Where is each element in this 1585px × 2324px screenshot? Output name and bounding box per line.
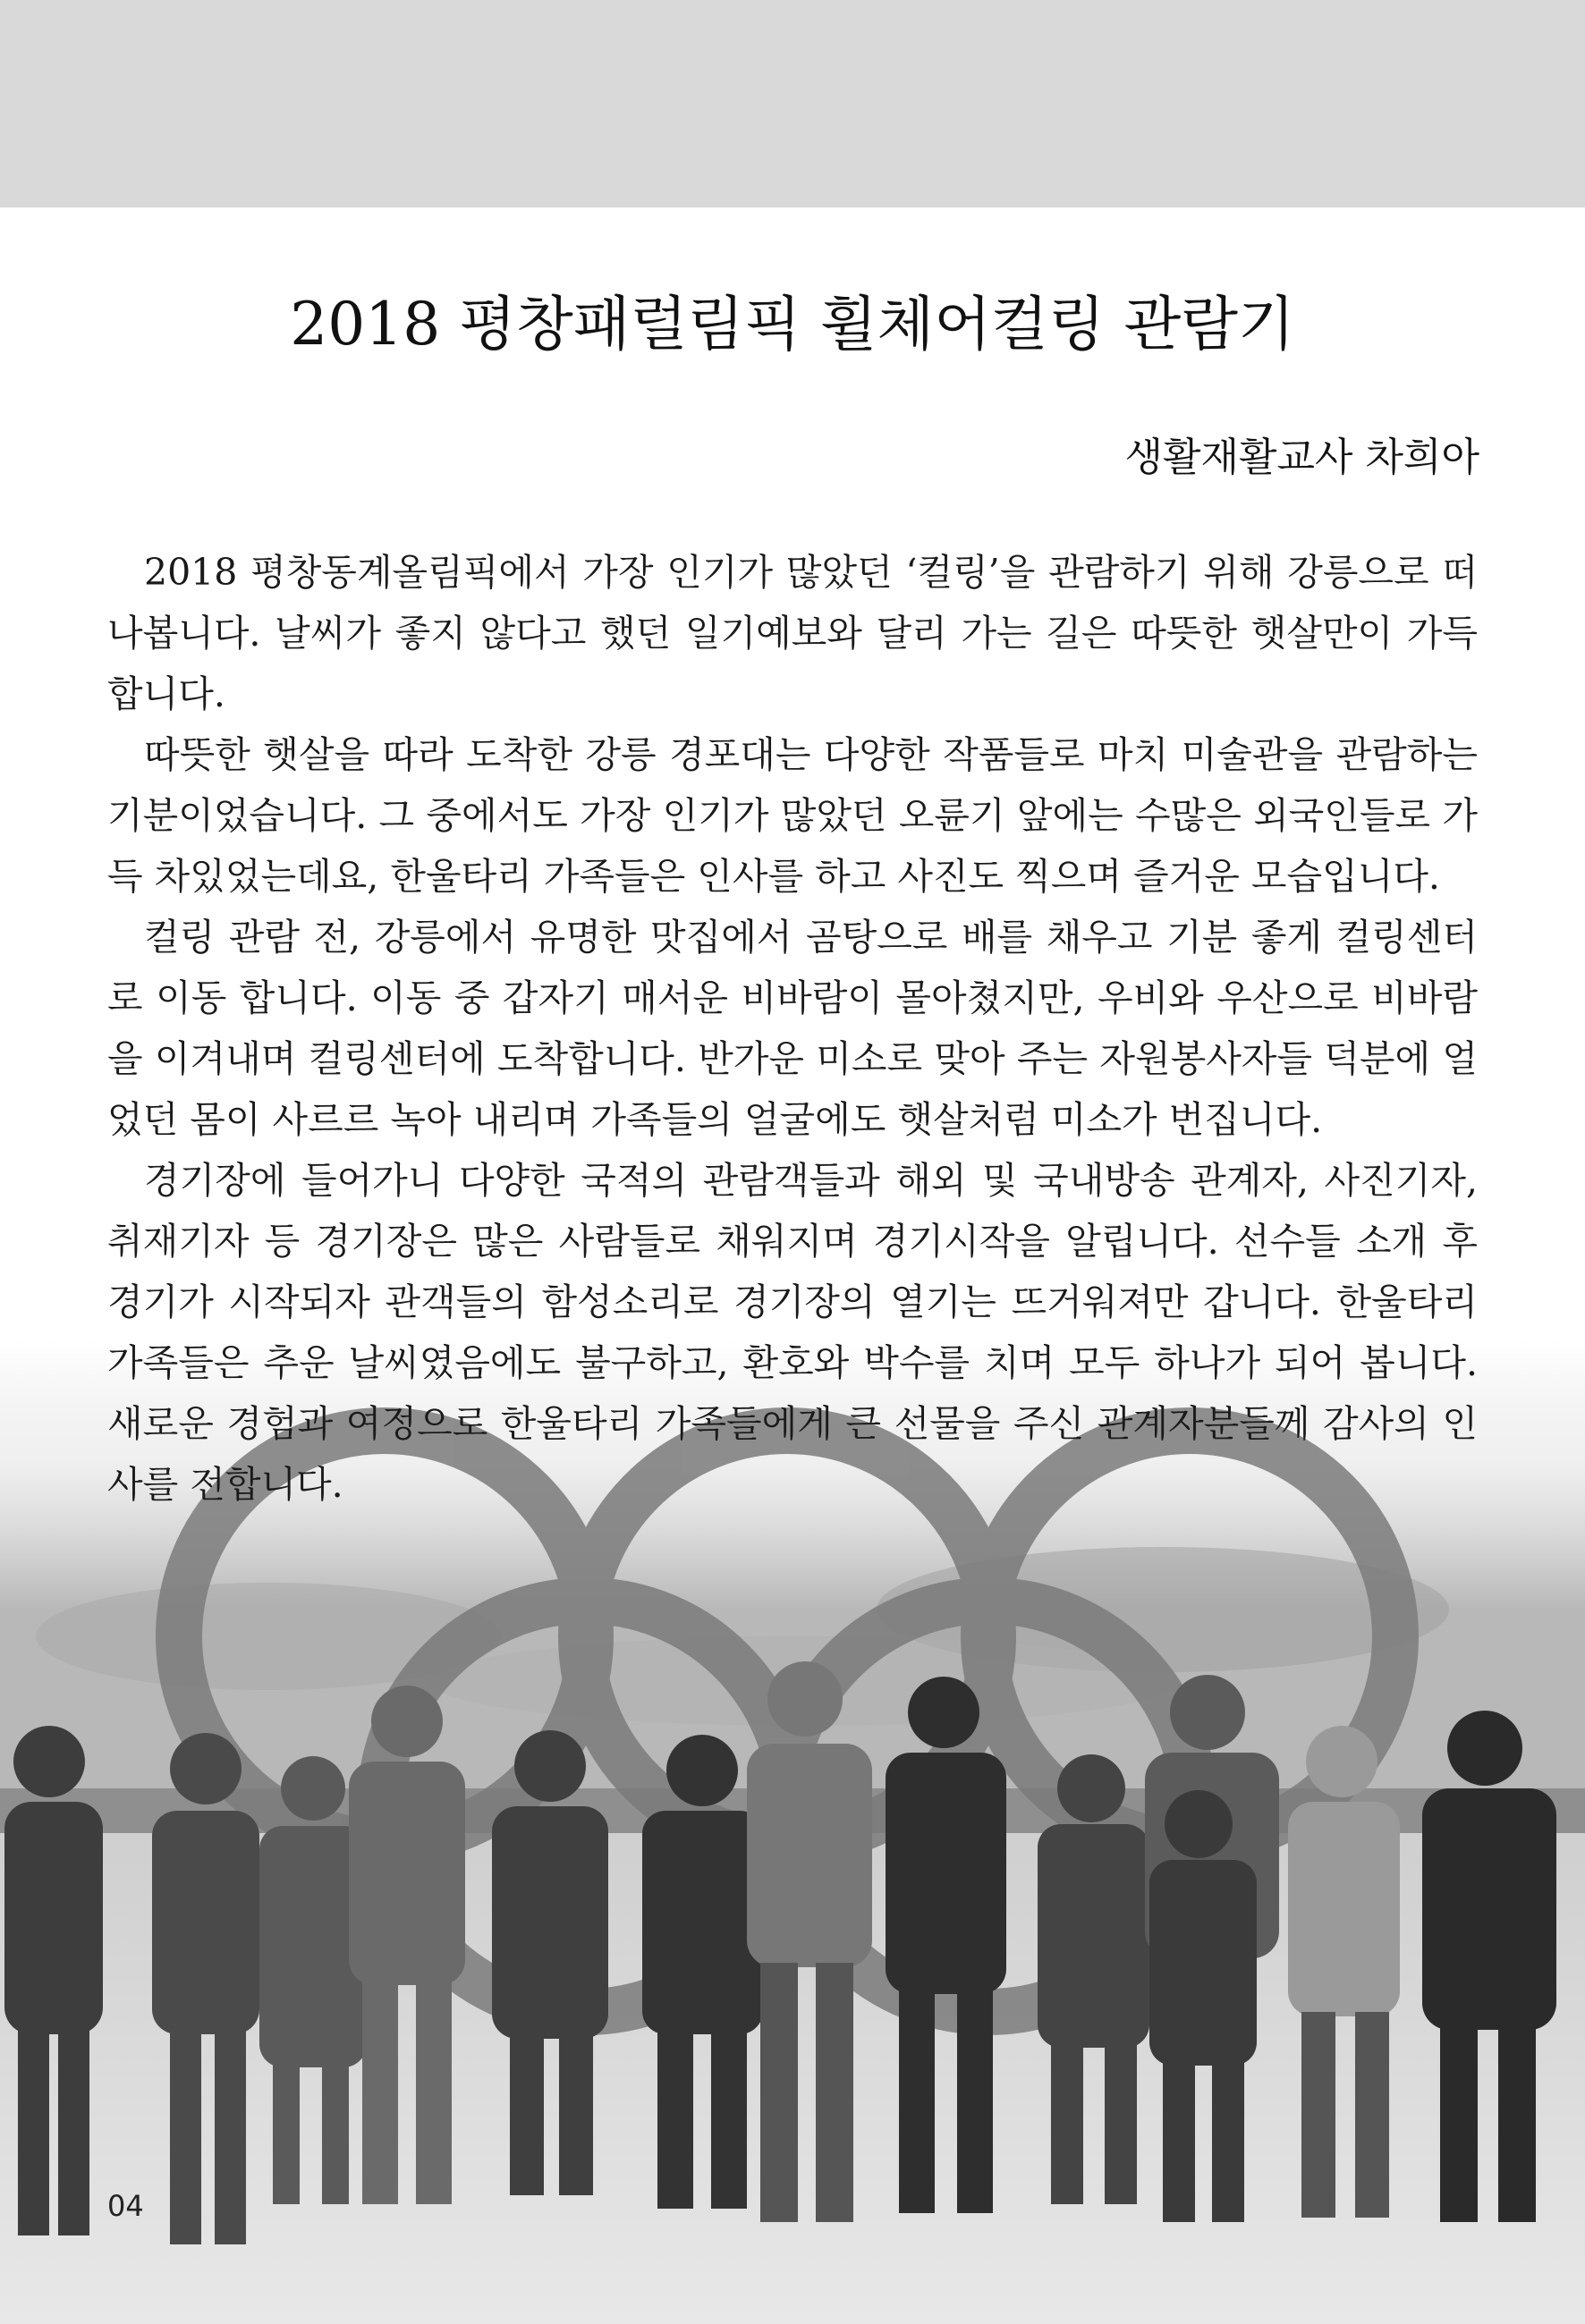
article-body: [107, 542, 1478, 1515]
paragraph: 따뜻한 햇살을 따라 도착한 강릉 경포대는 다양한 작품들로 마치 미술관을 관람하는 기분이었습니다. 그 중에서도 가장 인기가 많았던 오륜기 앞에는 수많은 외국인들로 가득 차있었는데요, 한울타리 가족들은 인사를 하고 사진도 찍으며 즐거운 모습입니다.: [107, 733, 1478, 898]
header-band: [0, 0, 1585, 207]
article-title: 2018 평창패럴림픽 휠체어컬링 관람기: [290, 290, 1295, 359]
paragraph: 2018 평창동계올림픽에서 가장 인기가 많았던 ‘컬링’을 관람하기 위해 강릉으로 떠나봅니다. 날씨가 좋지 않다고 했던 일기예보와 달리 가는 길은 따뜻한 햇살만이 가득합니다.: [107, 551, 1478, 715]
paragraph: 경기장에 들어가니 다양한 국적의 관람객들과 해외 및 국내방송 관계자, 사진기자, 취재기자 등 경기장은 많은 사람들로 채워지며 경기시작을 알립니다. 선수들 소개 후 경기가 시작되자 관객들의 함성소리로 경기장의 열기는 뜨거워져만 갑니다. 한울타리 가족들은 추운 날씨였음에도 불구하고, 환호와 박수를 치며 모두 하나가 되어 봅니다. 새로운 경험과 여정으로 한울타리 가족들에게 큰 선물을 주신 관계자분들께 감사의 인사를 전합니다.: [107, 1159, 1478, 1506]
article-author: 생활재활교사 차희아: [1124, 435, 1479, 480]
paragraph: 컬링 관람 전, 강릉에서 유명한 맛집에서 곰탕으로 배를 채우고 기분 좋게 컬링센터로 이동 합니다. 이동 중 갑자기 매서운 비바람이 몰아쳤지만, 우비와 우산으로 비바람을 이겨내며 컬링센터에 도착합니다. 반가운 미소로 맞아 주는 자원봉사자들 덕분에 얼었던 몸이 사르르 녹아 내리며 가족들의 얼굴에도 햇살처럼 미소가 번집니다.: [107, 916, 1478, 1141]
page-number: 04: [107, 2189, 144, 2223]
